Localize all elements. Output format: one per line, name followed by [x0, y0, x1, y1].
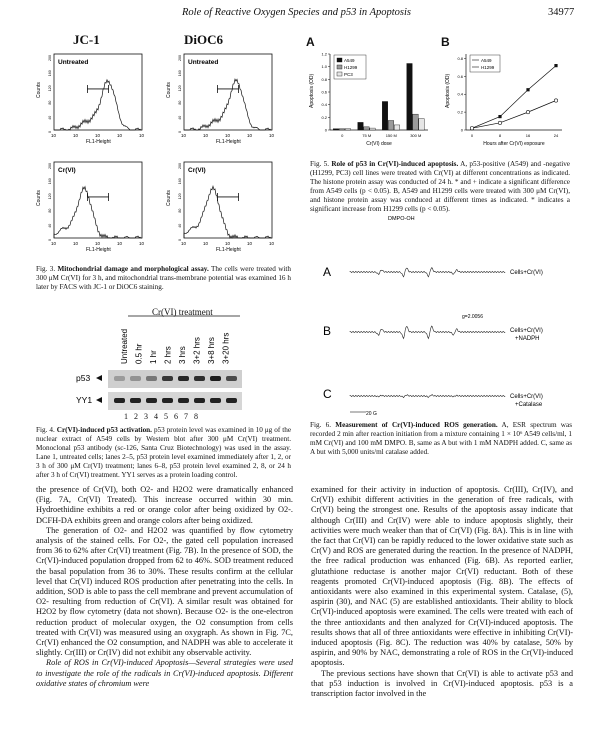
blot-strip-p53	[108, 370, 242, 388]
y-axis-label: Counts	[166, 82, 172, 98]
y-tick-label: 0.4	[321, 102, 327, 108]
y-tick-label: 80	[48, 208, 52, 213]
histogram-label: Untreated	[188, 59, 219, 66]
fig4-lane-numbers: 1 2 3 4 5 6 7 8	[124, 412, 200, 421]
y-tick-label: 120	[48, 193, 52, 200]
bar-PC3	[345, 129, 351, 130]
bar-H1299	[413, 114, 419, 130]
band-yy1	[194, 398, 205, 403]
x-axis-label: FL1-Height	[216, 247, 241, 253]
lane-label: 1 hr	[149, 350, 158, 364]
point-A549	[526, 88, 529, 91]
lane-label: 3 hrs	[178, 346, 187, 364]
lane-label: 3+20 hrs	[221, 332, 231, 364]
y-axis-label: Apoptosis (OD)	[309, 73, 315, 108]
fig6-trace-a: Cells+Cr(VI)	[510, 270, 543, 276]
x-tick-label: 10	[139, 133, 145, 138]
lane-label: 0.5 hr	[134, 343, 144, 364]
x-tick-label: 10	[203, 241, 209, 246]
y-tick-label: 0.6	[457, 73, 463, 79]
legend-swatch	[337, 72, 342, 76]
x-tick-label: 10	[51, 241, 57, 246]
bar-H1299	[388, 121, 394, 131]
y-tick-label: 80	[178, 100, 182, 105]
series-line-A549	[472, 66, 556, 129]
x-axis-label: Hours after Cr(VI) exposure	[483, 141, 545, 147]
x-axis-label: FL1-Height	[86, 139, 111, 145]
legend-swatch	[337, 65, 342, 69]
band-p53	[114, 376, 125, 381]
histogram-label: Cr(VI)	[58, 167, 76, 174]
y-tick-label: 0	[48, 239, 52, 241]
series-line-H1299	[472, 100, 556, 128]
esr-trace-b	[350, 326, 505, 339]
y-axis-label: Counts	[166, 190, 172, 206]
band-yy1	[114, 398, 125, 403]
fig5-caption-text: A, p53-positive (A549) and -negative (H1299, PC3) cell lines were treated with Cr(VI) at different concentrations as indicated. The histone protein assay was conducted of 24 h. * and + indicate a significant difference from A549 cells (p < 0.05). B, A549 and H1299 cells were treated with 300 μM Cr(VI), and histone protein assay was conduced at different times as indicated. * indicates a significant increase from H1299 cells (p < 0.05).	[310, 160, 570, 213]
band-yy1	[178, 398, 189, 403]
band-yy1	[226, 398, 237, 403]
histogram-dioc6-crvi	[166, 162, 275, 253]
bar-PC3	[394, 125, 400, 130]
body-left-para-1: the presence of Cr(VI), both O2- and H2O2 were dramatically enhanced (Fig. 7A, Cr(VI) Treated). This increase occurred within 30 min. Hydroethidine exhibits a red or orange color after being oxidized by O2-. DCFH-DA exhibits green and orange colors after being oxidized.	[36, 485, 293, 525]
y-tick-label: 0	[178, 131, 182, 133]
fig4-caption	[36, 426, 291, 480]
y-tick-label: 200	[178, 55, 182, 61]
y-tick-label: 0	[48, 131, 52, 133]
bar-H1299	[339, 129, 345, 130]
fig6-caption-text: A, ESR spectrum was recorded 2 min after reaction initiation from a mixture containing 1 × 10⁶ A549 cells/ml, 1 mM Cr(VI) and 100 mM DMPO. B, same as A but with 1 mM NADPH added. C, same as A but with 5,000 units/ml catalase added.	[310, 421, 572, 456]
band-p53	[178, 376, 189, 381]
band-p53	[146, 376, 157, 381]
x-axis-label: Cr(VI) dose	[366, 141, 392, 147]
blot-row-label: p53	[76, 373, 91, 383]
body-right-para-1: examined for their activity in induction of apoptosis. Cr(III), Cr(IV), and Cr(VI) exhibit different activities in the generation of free radicals, with Cr(VI) being the strongest one. Results of the apoptosis assay indicate that although Cr(III) and Cr(IV) were able to induce apoptosis slightly, their activities were much weaker than that of Cr(VI) (Fig. 8A). This is in line with the fact that Cr(VI) can be rapidly reduced to the lower oxidative state such as Cr(V) and ROS are generated during the reaction. In the presence of NADPH, the free radical production was enhanced (Fig. 6B). As reported earlier, glutathione reductase is another major Cr(VI) reductant. Both of these reagents promoted Cr(VI)-induced apoptosis (Fig. 8B). The effects of antioxidants were also examined in this experimental system. Catalase, (5), aspirin (30), and NAC (5) are established antioxidants. Their ability to block Cr(VI)-induced apoptosis were examined. The cells were treated with each of the three antioxidants and then analyzed for Cr(VI)-induced apoptosis. The results shows that all of three antioxidants were effective in inhibiting Cr(VI)-induced apoptosis (Fig. 8C). The reduction was 40% by catalase, 50% by aspirin, and 90% by NAC, demonstrating a role of ROS in the Cr(VI)-induced apoptosis.	[311, 485, 573, 668]
x-tick-label: 10	[95, 133, 101, 138]
y-axis-label: Counts	[36, 190, 42, 206]
band-p53	[194, 376, 205, 381]
arrow-marker	[96, 397, 102, 403]
histogram-dioc6-untreated	[166, 54, 275, 145]
fig6-label-b: B	[323, 324, 332, 338]
fig5-label-a: A	[306, 35, 315, 49]
x-tick-label: 10	[73, 241, 79, 246]
y-tick-label: 0.6	[321, 89, 327, 95]
band-yy1	[130, 398, 141, 403]
x-tick-label: 10	[181, 241, 187, 246]
band-yy1	[162, 398, 173, 403]
histogram-curve	[54, 187, 142, 238]
point-A549	[498, 115, 501, 118]
fig6-label-a: A	[323, 265, 332, 279]
legend-swatch	[337, 58, 342, 62]
x-axis-label: FL1-Height	[216, 139, 241, 145]
y-tick-label: 0	[324, 127, 327, 133]
histogram-curve	[184, 79, 272, 130]
blot-row-label: YY1	[76, 395, 93, 405]
fig6-trace-c1: Cells+Cr(VI)	[510, 394, 543, 400]
body-column-right	[311, 485, 573, 699]
fig4-blot	[70, 302, 250, 420]
bar-A549	[382, 102, 388, 131]
x-tick-label: 10	[51, 133, 57, 138]
fig5-label-b: B	[441, 35, 450, 49]
x-tick-label: 10	[269, 133, 275, 138]
fig3-caption-label: Fig. 3.	[36, 265, 56, 273]
bar-PC3	[419, 119, 425, 130]
point-A549	[554, 64, 557, 67]
band-p53	[210, 376, 221, 381]
lane-label: Untreated	[120, 328, 129, 364]
histogram-label: Cr(VI)	[188, 167, 206, 174]
bar-A549	[407, 64, 413, 131]
y-tick-label: 160	[178, 178, 182, 185]
band-p53	[226, 376, 237, 381]
body-right-para-2: The previous sections have shown that Cr(VI) is able to activate p53 and that p53 induction is involved in Cr(VI)-induced apoptosis. p53 is a transcription factor involved in the	[311, 668, 573, 699]
fig3-caption-text: The cells were treated with 300 μM Cr(VI) for 3 h, and mitochondrial trans-membrane potential was examined 16 h later by FACS with JC-1 or DiOC6 staining.	[36, 265, 292, 291]
fig5-caption-title: Role of p53 in Cr(VI)-induced apoptosis.	[331, 160, 459, 168]
y-tick-label: 0.2	[321, 114, 327, 120]
legend-label: A549	[481, 58, 492, 63]
histogram-curve	[184, 186, 272, 238]
fig6-trace-b2: +NADPH	[515, 336, 540, 342]
esr-trace-c	[350, 395, 505, 398]
bar-H1299	[364, 127, 370, 130]
y-tick-label: 160	[48, 70, 52, 77]
histogram-jc1-crvi	[36, 162, 145, 253]
fig6-label-c: C	[323, 387, 332, 401]
fig5b-chart	[442, 48, 574, 156]
page-number: 34977	[548, 7, 575, 18]
x-tick-label: 10	[95, 241, 101, 246]
point-H1299	[526, 110, 529, 113]
x-axis-label: FL1-Height	[86, 247, 111, 253]
y-tick-label: 0.2	[457, 109, 463, 115]
y-tick-label: 120	[178, 85, 182, 92]
body-column-left	[36, 485, 293, 689]
x-tick-label: 10	[73, 133, 79, 138]
y-tick-label: 40	[178, 223, 182, 228]
x-tick-label: 16	[525, 133, 531, 138]
lane-label: 2 hrs	[163, 346, 173, 364]
y-tick-label: 200	[48, 55, 52, 61]
y-tick-label: 1.0	[321, 64, 327, 70]
x-tick-label: 10	[225, 133, 231, 138]
y-axis-label: Counts	[36, 82, 42, 98]
point-H1299	[498, 121, 501, 124]
body-left-para-2: The generation of O2- and H2O2 was quantified by flow cytometry analysis of the stained cells. For O2-, the gated cell population increased from 36 to 62% after Cr(VI) treatment (Fig. 7B). In the presence of SOD, the Cr(VI)-induced population dropped from 62 to 46%. SOD treatment reduced the basal population from 36 to 30%. These results confirm at the cellular level that Cr(VI) induced ROS production after penetrating into the cells. In addition, SOD is able to pass the cell membrane and prevent accumulation of O2- resulting from reduction of Cr(VI). A similar result was obtained for H2O2 by flow cytometry (data not shown). Because O2- is the one-electron reduction product of molecular oxygen, the O2 consumption from cells treated with Cr(VI) was measured using an oxygraph. As shown in Fig. 7C, Cr(VI) enhanced the O2 consumption, and NADPH was able to accelerate it slightly. Cr(III) or Cr(IV) did not exhibit any observable activity.	[36, 525, 293, 658]
x-tick-label: 10	[247, 133, 253, 138]
lane-label: 3+8 hrs	[207, 337, 216, 364]
fig6-esr-spectra	[310, 212, 572, 417]
fig6-caption-title: Measurement of Cr(VI)-induced ROS generation.	[335, 421, 498, 429]
band-yy1	[146, 398, 157, 403]
x-tick-label: 10	[181, 133, 187, 138]
legend-label: H1299	[481, 65, 495, 70]
x-tick-label: 150 M	[385, 133, 397, 138]
lane-label: 3+2 hrs	[192, 337, 202, 364]
band-p53	[162, 376, 173, 381]
running-title: Role of Reactive Oxygen Species and p53 in Apoptosis	[182, 7, 411, 18]
y-tick-label: 160	[178, 70, 182, 77]
bar-A549	[358, 122, 364, 130]
fig3-caption-title: Mitochondrial damage and morphological assay.	[57, 265, 209, 273]
x-tick-label: 10	[269, 241, 275, 246]
fig3-col2-title: DiOC6	[184, 32, 223, 47]
fig5-caption-label: Fig. 5.	[310, 160, 330, 168]
legend-label: PC3	[344, 72, 353, 77]
blot-strip-yy1	[108, 392, 242, 410]
histogram-curve	[54, 80, 142, 130]
fig6-top-label: DMPO-OH	[388, 216, 415, 222]
fig3-histograms	[24, 44, 286, 262]
histogram-jc1-untreated	[36, 54, 145, 145]
fig3-col1-title: JC-1	[73, 32, 100, 47]
arrow-marker	[96, 375, 102, 381]
x-tick-label: 10	[247, 241, 253, 246]
fig6-trace-b-top: g=2.0056	[462, 314, 483, 320]
x-tick-label: 300 M	[410, 133, 422, 138]
x-tick-label: 10	[139, 241, 145, 246]
fig4-caption-label: Fig. 4.	[36, 426, 55, 434]
legend-label: A549	[344, 58, 355, 63]
y-tick-label: 120	[48, 85, 52, 92]
y-tick-label: 0	[460, 127, 463, 133]
y-tick-label: 40	[178, 115, 182, 120]
fig4-caption-title: Cr(VI)-induced p53 activation.	[56, 426, 152, 434]
fig3-caption	[36, 265, 291, 292]
x-tick-label: 0	[470, 133, 474, 138]
x-tick-label: 75 M	[362, 133, 372, 138]
point-H1299	[554, 99, 557, 102]
y-tick-label: 200	[48, 163, 52, 169]
x-tick-label: 24	[553, 133, 559, 138]
x-tick-label: 10	[225, 241, 231, 246]
legend-label: H1299	[344, 65, 358, 70]
fig6-caption	[310, 421, 572, 457]
point-H1299	[470, 127, 473, 130]
fig4-treatment-label: Cr(VI) treatment	[152, 307, 213, 317]
x-tick-label: 10	[117, 133, 123, 138]
y-tick-label: 120	[178, 193, 182, 200]
bar-A549	[333, 129, 339, 130]
y-tick-label: 80	[48, 100, 52, 105]
y-tick-label: 0	[178, 239, 182, 241]
y-tick-label: 200	[178, 163, 182, 169]
fig4-caption-text: p53 protein level was examined in 10 μg of the nuclear extract of A549 cells by Western blot after 300 μM Cr(VI) treatment. Monoclonal p53 antibody (sc-126, Santa Cruz Biotechnology) was used in the assay. Lane 1, untreated cells; lanes 2–5, p53 protein level examined immediately after 1, 2, or 3 h of 300 μM Cr(VI) treatment; lanes 6–8, p53 protein level examined 2, 8, or 24 h after 3 h of Cr(VI) treatment. YY1 serves as a protein loading control.	[36, 426, 292, 479]
y-axis-label: Apoptosis (OD)	[445, 73, 451, 108]
band-p53	[130, 376, 141, 381]
fig5-caption	[310, 160, 570, 214]
y-tick-label: 0.8	[457, 55, 463, 61]
x-tick-label: 0	[341, 133, 344, 138]
fig6-trace-c2: +Catalase	[515, 402, 543, 408]
esr-trace-a	[350, 268, 505, 277]
y-tick-label: 1.2	[321, 51, 327, 57]
fig6-caption-label: Fig. 6.	[310, 421, 332, 429]
bar-PC3	[370, 128, 376, 130]
body-left-para-3: Role of ROS in Cr(VI)-induced Apoptosis—Several strategies were used to investigate the role of the radicals in Cr(VI)-induced apoptosis. Different oxidative states of chromium were	[36, 658, 293, 688]
y-tick-label: 0.8	[321, 76, 327, 82]
histogram-label: Untreated	[58, 59, 89, 66]
fig6-scale: 20 G	[366, 411, 377, 417]
y-tick-label: 0.4	[457, 91, 463, 97]
y-tick-label: 40	[48, 223, 52, 228]
x-tick-label: 10	[203, 133, 209, 138]
fig6-trace-b1: Cells+Cr(VI)	[510, 328, 543, 334]
y-tick-label: 80	[178, 208, 182, 213]
fig5a-chart	[306, 48, 440, 156]
band-yy1	[210, 398, 221, 403]
y-tick-label: 40	[48, 115, 52, 120]
y-tick-label: 160	[48, 178, 52, 185]
x-tick-label: 10	[117, 241, 123, 246]
x-tick-label: 8	[498, 133, 502, 138]
